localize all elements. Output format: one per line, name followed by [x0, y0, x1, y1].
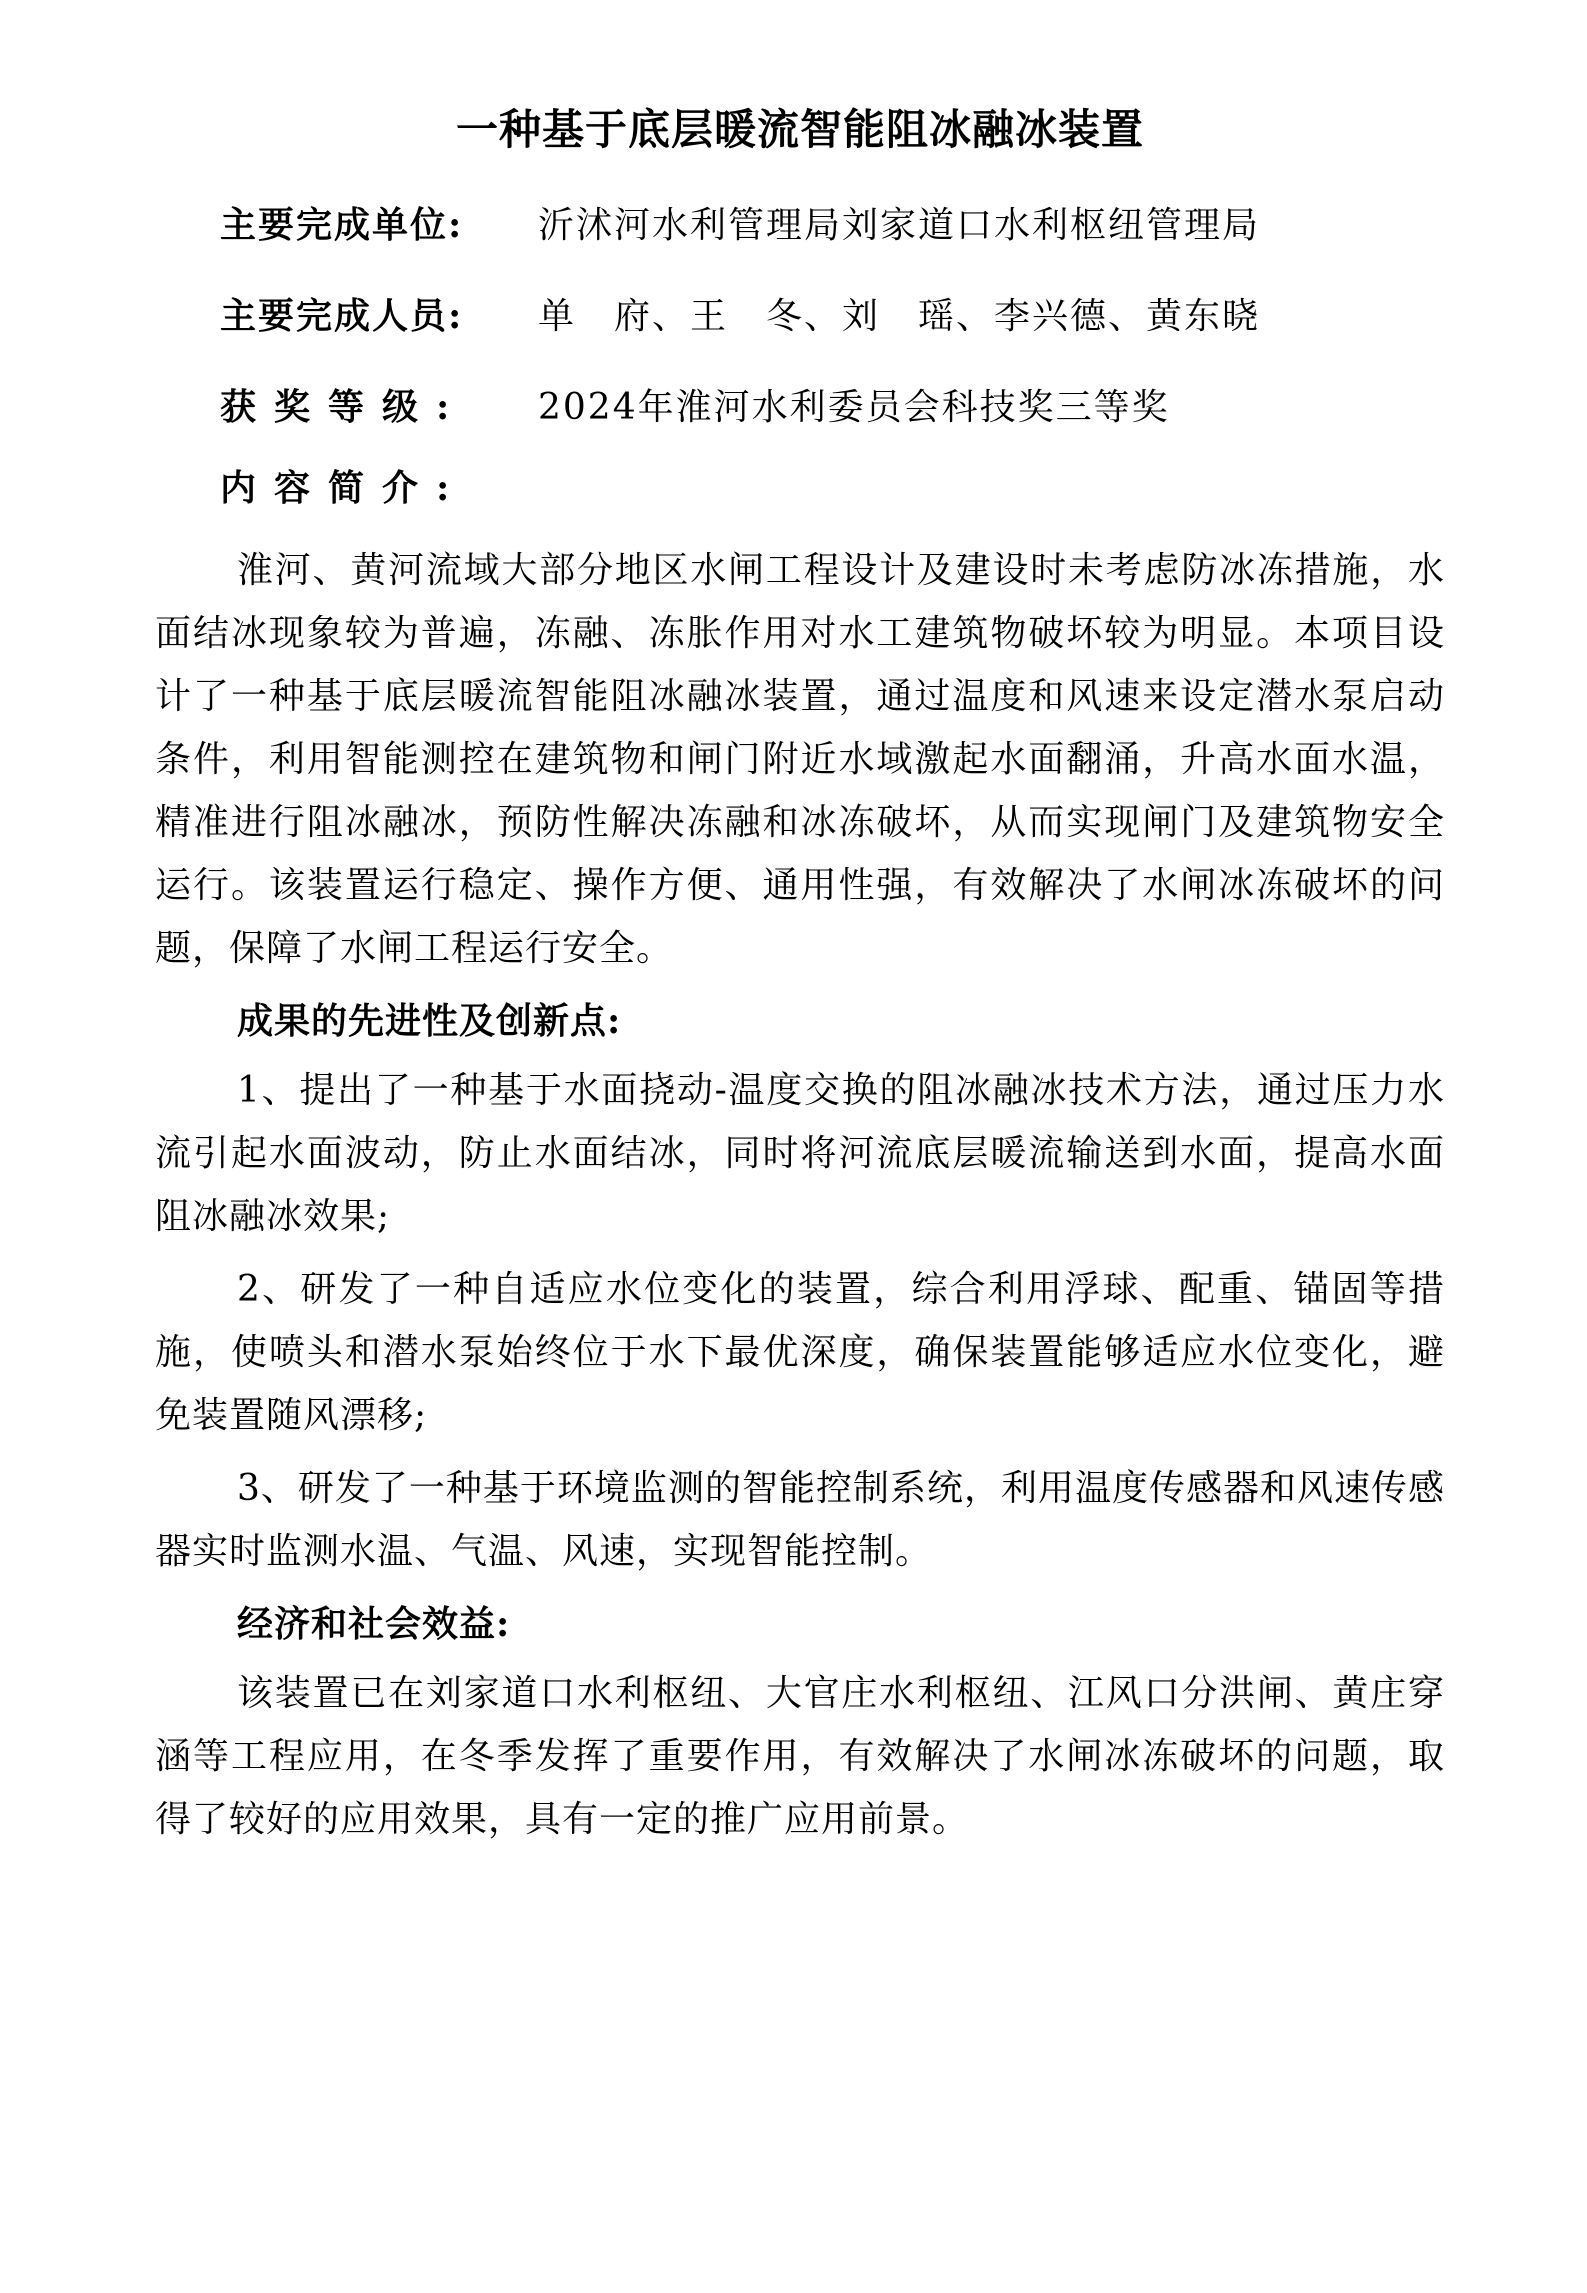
benefit-paragraph: 该装置已在刘家道口水利枢纽、大官庄水利枢纽、江风口分洪闸、黄庄穿涵等工程应用，在冬季发挥了重要作用，有效解决了水闸冰冻破坏的问题，取得了较好的应用效果，具有一定的推广应用前景。 [155, 1673, 1445, 1840]
intro-label: 内容简介: [220, 467, 468, 509]
intro-paragraph: 淮河、黄河流域大部分地区水闸工程设计及建设时未考虑防冰冻措施，水面结冰现象较为普遍，冻融、冻胀作用对水工建筑物破坏较为明显。本项目设计了一种基于底层暖流智能阻冰融冰装置，通过温度和风速来设定潜水泵启动条件，利用智能测控在建筑物和闸门附近水域激起水面翻涌，升高水面水温，精准进行阻冰融冰，预防性解决冻融和冰冻破坏，从而实现闸门及建筑物安全运行。该装置运行稳定、操作方便、通用性强，有效解决了水闸冰冻破坏的问题，保障了水闸工程运行安全。 [155, 550, 1445, 969]
innovation-item: 2、研发了一种自适应水位变化的装置，综合利用浮球、配重、锚固等措施，使喷头和潜水泵始终位于水下最优深度，确保装置能够适应水位变化，避免装置随风漂移; [155, 1269, 1445, 1436]
award-label: 获奖等级: [220, 386, 468, 428]
unit-value: 沂沭河水利管理局刘家道口水利枢纽管理局 [538, 205, 1261, 246]
meta-award-row [155, 382, 1445, 433]
meta-people-row [155, 291, 1445, 342]
document-title: 一种基于底层暖流智能阻冰融冰装置 [455, 105, 1144, 154]
award-value: 2024年淮河水利委员会科技奖三等奖 [538, 387, 1170, 428]
innovation-item: 1、提出了一种基于水面挠动-温度交换的阻冰融冰技术方法，通过压力水流引起水面波动，防止水面结冰，同时将河流底层暖流输送到水面，提高水面阻冰融冰效果; [155, 1070, 1445, 1237]
innovation-heading: 成果的先进性及创新点: [237, 1000, 622, 1042]
unit-label: 主要完成单位: [220, 204, 464, 246]
people-value: 单 府、王 冬、刘 瑶、李兴德、黄东晓 [538, 296, 1261, 337]
document-page [155, 80, 1445, 1861]
meta-unit-row [155, 200, 1445, 251]
benefit-heading: 经济和社会效益: [237, 1603, 511, 1645]
innovation-item: 3、研发了一种基于环境监测的智能控制系统，利用温度传感器和风速传感器实时监测水温、气温、风速，实现智能控制。 [155, 1468, 1445, 1572]
people-label: 主要完成人员: [220, 295, 464, 337]
